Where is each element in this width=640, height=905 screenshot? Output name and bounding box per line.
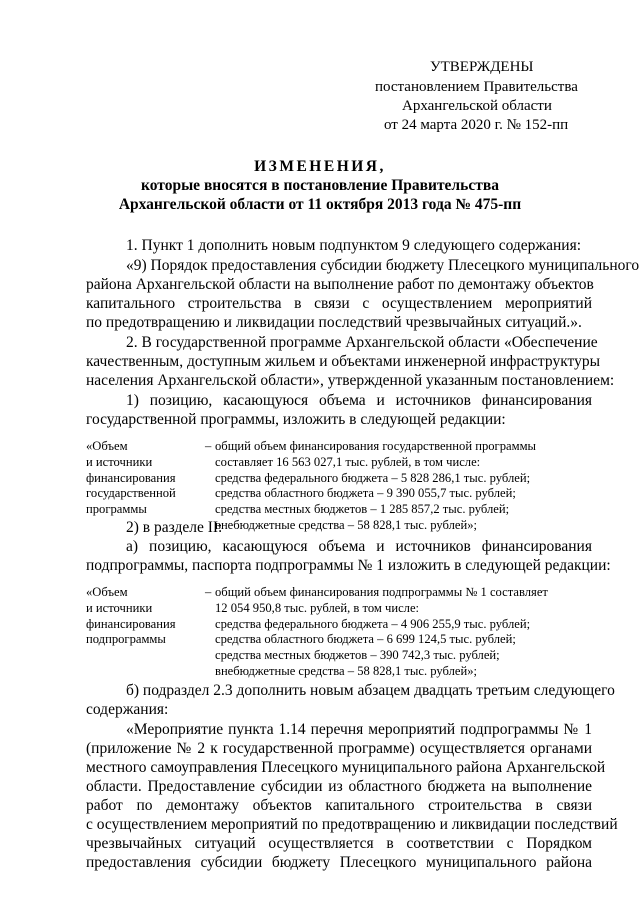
- table-1-label: и источники: [86, 454, 153, 469]
- table-2-label: финансирования: [86, 616, 176, 631]
- table-2-value: внебюджетные средства – 58 828,1 тыс. рублей»;: [215, 663, 478, 678]
- paragraph-3-line-3: населения Архангельской области», утвержденной указанным постановлением:: [86, 372, 615, 389]
- table-2-value: 12 054 950,8 тыс. рублей, в том числе:: [215, 600, 420, 615]
- paragraph-4-line-1: 1) позицию, касающуюся объема и источников финансирования: [126, 392, 592, 409]
- paragraph-3-line-2: качественным, доступным жильем и объектами инженерной инфраструктуры: [86, 353, 601, 370]
- paragraph-8-line-1: «Мероприятие пункта 1.14 перечня мероприятий подпрограммы № 1: [126, 721, 592, 738]
- table-1-value: средства местных бюджетов – 1 285 857,2 тыс. рублей;: [215, 502, 510, 517]
- table-2-label: и источники: [86, 600, 153, 615]
- paragraph-2-line-2: района Архангельской области на выполнение работ по демонтажу объектов: [86, 276, 594, 293]
- paragraph-8-line-5: работ по демонтажу объектов капитального строительства в связи: [86, 797, 592, 814]
- document-subtitle-2: Архангельской области от 11 октября 2013 года № 475-пп: [118, 196, 522, 213]
- table-1-dash: –: [205, 439, 212, 453]
- paragraph-8-line-7: чрезвычайных ситуаций осуществляется в соответствии с Порядком: [86, 835, 592, 852]
- paragraph-2-line-3: капитального строительства в связи с осуществлением мероприятий: [86, 295, 592, 312]
- table-2-label: «Объем: [86, 585, 128, 599]
- paragraph-2-line-4: по предотвращению и ликвидации последствий чрезвычайных ситуаций.».: [86, 314, 582, 331]
- table-2-label: подпрограммы: [86, 632, 166, 647]
- paragraph-8-line-3: местного самоуправления Плесецкого муниципального района Архангельской: [86, 759, 606, 776]
- table-1-value: внебюджетные средства – 58 828,1 тыс. рублей»;: [215, 517, 478, 532]
- document-title: ИЗМЕНЕНИЯ,: [254, 158, 386, 175]
- table-1-value: составляет 16 563 027,1 тыс. рублей, в том числе:: [215, 454, 481, 469]
- table-1-label: финансирования: [86, 470, 176, 485]
- table-2-dash: –: [205, 585, 212, 599]
- approval-head: УТВЕРЖДЕНЫ: [430, 59, 534, 75]
- paragraph-5: 2) в разделе II:: [126, 519, 223, 536]
- paragraph-4-line-2: государственной программы, изложить в следующей редакции:: [86, 411, 506, 428]
- table-1-label: «Объем: [86, 439, 128, 453]
- paragraph-3-line-1: 2. В государственной программе Архангельской области «Обеспечение: [126, 334, 598, 351]
- approval-line-2: Архангельской области: [402, 98, 552, 114]
- paragraph-6-line-2: подпрограммы, паспорта подпрограммы № 1 изложить в следующей редакции:: [86, 557, 611, 574]
- table-1-label: программы: [86, 502, 147, 517]
- approval-line-1: постановлением Правительства: [375, 79, 578, 95]
- table-2-value: средства федерального бюджета – 4 906 255,9 тыс. рублей;: [215, 616, 531, 631]
- table-2-value: средства местных бюджетов – 390 742,3 тыс. рублей;: [215, 648, 500, 663]
- paragraph-2-line-1: «9) Порядок предоставления субсидии бюджету Плесецкого муниципального: [126, 257, 640, 274]
- table-1-label: государственной: [86, 486, 176, 501]
- paragraph-6-line-1: а) позицию, касающуюся объема и источников финансирования: [126, 538, 592, 555]
- paragraph-8-line-4: области. Предоставление субсидии из областного бюджета на выполнение: [86, 778, 592, 795]
- paragraph-8-line-6: с осуществлением мероприятий по предотвращению и ликвидации последствий: [86, 816, 618, 833]
- table-1-value: средства федерального бюджета – 5 828 286,1 тыс. рублей;: [215, 470, 531, 485]
- table-2-values: [215, 585, 595, 680]
- table-2-value: средства областного бюджета – 6 699 124,5 тыс. рублей;: [215, 632, 516, 647]
- table-1-value: общий объем финансирования государственной программы: [215, 439, 537, 453]
- table-2-labels: [86, 585, 198, 648]
- document-subtitle-1: которые вносятся в постановление Правительства: [141, 177, 499, 194]
- paragraph-1: 1. Пункт 1 дополнить новым подпунктом 9 следующего содержания:: [126, 237, 582, 254]
- table-1-value: средства областного бюджета – 9 390 055,7 тыс. рублей;: [215, 486, 516, 501]
- paragraph-8-line-2: (приложение № 2 к государственной программе) осуществляется органами: [86, 740, 592, 757]
- table-2-value: общий объем финансирования подпрограммы № 1 составляет: [215, 585, 548, 599]
- paragraph-7-line-1: б) подраздел 2.3 дополнить новым абзацем двадцать третьим следующего: [126, 682, 615, 699]
- paragraph-7-line-2: содержания:: [86, 701, 169, 718]
- paragraph-8-line-8: предоставления субсидии бюджету Плесецкого муниципального района: [86, 854, 592, 871]
- table-1-labels: [86, 439, 198, 518]
- approval-line-3: от 24 марта 2020 г. № 152-пп: [384, 117, 569, 133]
